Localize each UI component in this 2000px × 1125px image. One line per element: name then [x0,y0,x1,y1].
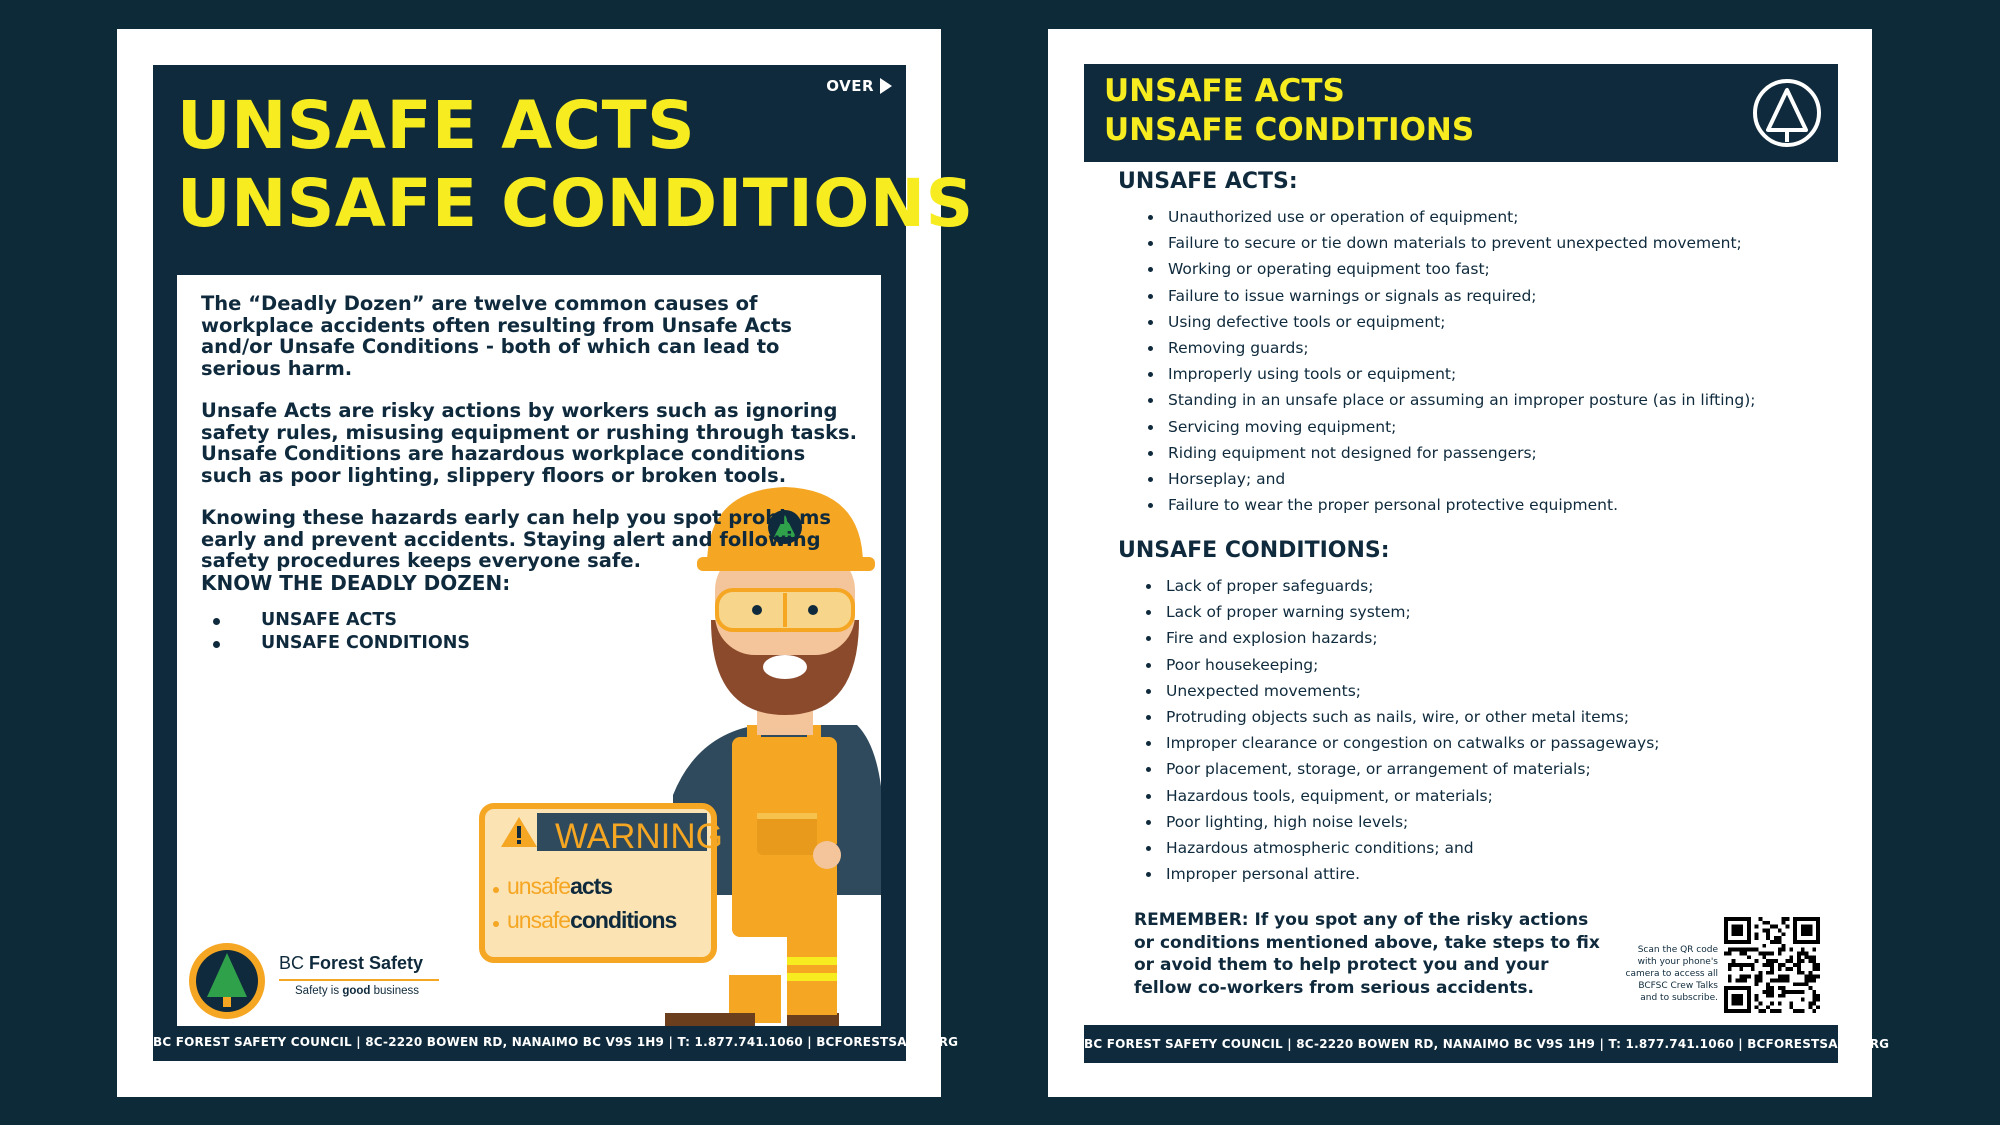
intro-paragraph-3: Knowing these hazards early can help you spot problems early and prevent accidents. Staying alert and following safety procedures keeps everyone safe. [201,506,832,572]
list-item: Horseplay; and [1144,466,1756,492]
know-heading: KNOW THE DEADLY DOZEN: [201,571,511,595]
logo-divider [279,979,439,981]
list-item: Failure to secure or tie down materials to prevent unexpected movement; [1144,230,1756,256]
know-list [201,609,470,655]
list-item: Riding equipment not designed for passengers; [1144,440,1756,466]
list-item: Standing in an unsafe place or assuming an improper posture (as in lifting); [1144,387,1756,413]
warning-bullet-icon [493,887,499,893]
list-item: Poor placement, storage, or arrangement of materials; [1142,756,1660,782]
list-item: Improper clearance or congestion on catwalks or passageways; [1142,730,1660,756]
list-item: Lack of proper safeguards; [1142,573,1660,599]
over-label: OVER [826,77,874,95]
qr-caption: Scan the QR code with your phone's camera to access all BCFSC Crew Talks and to subscribe. [1625,945,1718,1003]
left-title-line2: UNSAFE CONDITIONS [177,165,974,242]
right-footer: BC FOREST SAFETY COUNCIL | 8C-2220 BOWEN RD, NANAIMO BC V9S 1H9 | T: 1.877.741.1060 | BCFORESTSAFE.ORG [1084,1025,1838,1063]
list-item: UNSAFE CONDITIONS [201,632,470,655]
list-item: Poor lighting, high noise levels; [1142,809,1660,835]
list-item: Failure to issue warnings or signals as required; [1144,283,1756,309]
warning-item-1: unsafeacts [507,873,613,899]
left-page [117,29,974,1097]
list-item: Failure to wear the proper personal protective equipment. [1144,492,1756,518]
left-navy-panel [153,65,974,1061]
warning-item-2: unsafeconditions [507,907,677,933]
remember-note: REMEMBER: If you spot any of the risky actions or conditions mentioned above, take steps to fix or avoid them to help protect you and your fellow co-workers from serious accidents. [1134,910,1600,998]
acts-list [1144,204,1756,518]
left-title-line1: UNSAFE ACTS [177,87,696,164]
warning-bullet-icon [493,921,499,927]
intro-paragraph-2: Unsafe Acts are risky actions by workers such as ignoring safety rules, misusing equipment or rushing through tasks. Unsafe Conditions are hazardous workplace conditions such as poor lighting, slippery floors or broken tools. [201,399,858,487]
intro-paragraph-1: The “Deadly Dozen” are twelve common causes of workplace accidents often resulting from Unsafe Acts and/or Unsafe Conditions - both of which can lead to serious harm. [201,292,793,380]
logo-name: BC Forest Safety [279,953,424,973]
right-header [1084,64,1838,162]
left-title [177,87,974,243]
warning-title: WARNING [555,817,723,856]
list-item: Hazardous tools, equipment, or materials; [1142,783,1660,809]
conditions-list [1142,573,1660,887]
intro-text [201,293,861,593]
left-content-card [177,275,881,1026]
acts-heading: UNSAFE ACTS: [1118,169,1298,194]
list-item: UNSAFE ACTS [201,609,470,632]
warning-sign [479,803,723,963]
conditions-heading: UNSAFE CONDITIONS: [1118,538,1390,563]
list-item: Removing guards; [1144,335,1756,361]
tree-logo-icon [187,941,267,1021]
list-item: Improperly using tools or equipment; [1144,361,1756,387]
list-item: Improper personal attire. [1142,861,1660,887]
list-item: Lack of proper warning system; [1142,599,1660,625]
list-item: Protruding objects such as nails, wire, or other metal items; [1142,704,1660,730]
right-title-line2: UNSAFE CONDITIONS [1104,112,1475,148]
tree-logo-icon [1752,78,1822,148]
list-item: Fire and explosion hazards; [1142,625,1660,651]
left-footer: BC FOREST SAFETY COUNCIL | 8C-2220 BOWEN RD, NANAIMO BC V9S 1H9 | T: 1.877.741.1060 | BCFORESTSAFE.ORG [153,1035,959,1049]
list-item: Servicing moving equipment; [1144,414,1756,440]
bc-forest-safety-logo [187,941,447,1021]
list-item: Poor housekeeping; [1142,652,1660,678]
list-item: Working or operating equipment too fast; [1144,256,1756,282]
list-item: Unexpected movements; [1142,678,1660,704]
qr-code[interactable] [1724,917,1820,1013]
list-item: Unauthorized use or operation of equipment; [1144,204,1756,230]
logo-tagline: Safety is good business [295,985,420,997]
list-item: Using defective tools or equipment; [1144,309,1756,335]
list-item: Hazardous atmospheric conditions; and [1142,835,1660,861]
right-title-line1: UNSAFE ACTS [1104,73,1345,109]
right-page [1048,29,1890,1097]
right-title [1104,72,1474,150]
